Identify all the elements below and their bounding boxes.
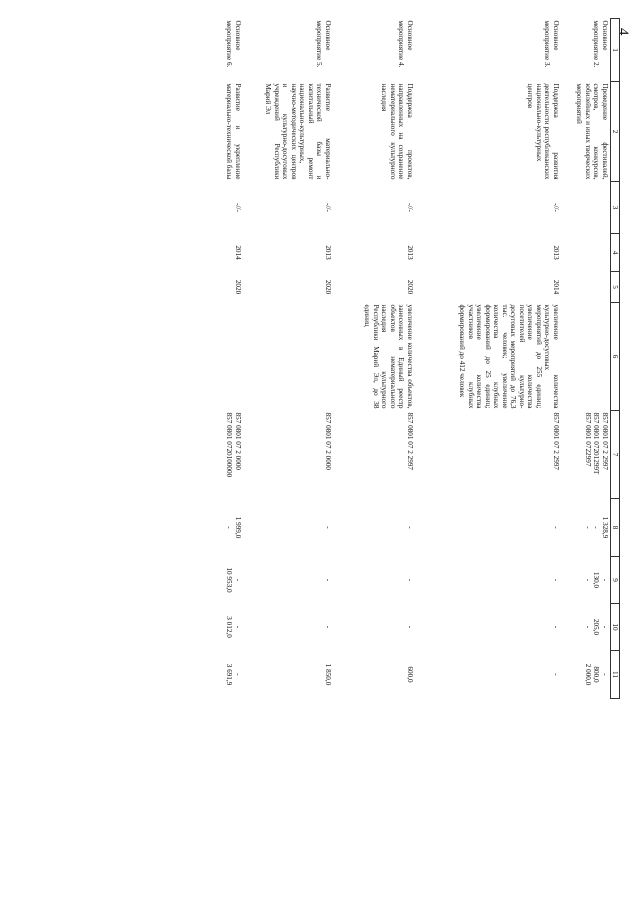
executor-cell: -//-	[323, 203, 332, 212]
end-year: 2020	[405, 279, 414, 295]
amount-value: -	[551, 526, 560, 529]
amount-cell	[203, 604, 243, 651]
executor-cell: -//-	[233, 203, 242, 212]
table-row	[333, 19, 415, 699]
table-row	[561, 19, 611, 699]
activity-number: Основное мероприятие 6.	[225, 20, 242, 68]
table-row	[203, 19, 243, 699]
col-header-3: 3	[610, 182, 619, 234]
col-header-7: 7	[610, 411, 619, 499]
activity-description: Развитие материально-технической базы и капитальный ремонт национально-культурных, научно-методических центров и культурно-досуговых учреждений Республики Марий Эл	[264, 83, 332, 180]
amount-value: -	[583, 625, 592, 629]
amount-cell	[561, 604, 611, 651]
amount-value: -	[551, 673, 560, 676]
budget-code: 857 0801 07 2 2997	[551, 412, 560, 470]
activity-description: Поддержка проектов, направленных на сохранение нематериального культурного наследия	[380, 83, 414, 180]
amount-value: 800,0	[592, 666, 601, 683]
amount-value: -	[323, 578, 332, 582]
amount-value: -	[600, 578, 609, 582]
amount-value: -	[233, 625, 242, 629]
page-number: 4	[615, 28, 631, 36]
amount-value: -	[225, 526, 234, 529]
budget-code: 857 0801 07 2 0000	[323, 412, 332, 470]
start-year	[561, 234, 611, 272]
end-year	[561, 272, 611, 303]
amount-value: 10 953,0	[225, 567, 234, 593]
amount-value: 600,0	[405, 666, 414, 683]
col-header-1: 1	[610, 19, 619, 82]
expected-result: увеличение количества культурно-досуговых мероприятий до 255 единиц; увеличение количества посетителей культурно-досуговых мероприятий до 76,3 тыс. человек; увеличение количества клубных формирований до 25 единиц; увеличение количества участников клубных формирований до 412 человек	[458, 304, 560, 409]
activity-number: Основное мероприятие 2.	[592, 20, 609, 68]
start-year: 2013	[551, 245, 560, 260]
amount-value: -	[583, 526, 592, 529]
activity-description: Поддержка развития деятельности республиканских национально-культурных центров	[526, 83, 560, 180]
expected-result	[243, 303, 333, 411]
program-activities-table	[203, 18, 620, 699]
activity-number: Основное мероприятие 4.	[397, 20, 414, 68]
budget-code: 857 0801 0722997	[583, 412, 592, 467]
budget-code-cell	[561, 411, 611, 499]
activity-number: Основное мероприятие 5.	[315, 20, 332, 68]
executor-cell: -//-	[551, 203, 560, 212]
amount-value: 3 691,9	[225, 663, 234, 686]
amount-value: 3 012,0	[225, 616, 234, 638]
rotated-table-container	[100, 18, 620, 818]
amount-value: -	[551, 625, 560, 629]
amount-cell	[203, 499, 243, 557]
end-year: 2020	[233, 279, 242, 295]
col-header-11: 11	[610, 651, 619, 699]
amount-value: 1 999,0	[233, 516, 242, 539]
amount-value: -	[592, 526, 601, 529]
col-header-8: 8	[610, 499, 619, 557]
budget-code: 857 0801 07 2 2997	[600, 412, 609, 470]
amount-value: -	[233, 578, 242, 582]
end-year: 2020	[323, 279, 332, 295]
amount-cell	[561, 499, 611, 557]
amount-value: -	[405, 526, 414, 529]
amount-value: -	[405, 625, 414, 629]
budget-code-cell	[203, 411, 243, 499]
expected-result	[561, 303, 611, 411]
table-row	[243, 19, 333, 699]
start-year: 2014	[233, 245, 242, 260]
amount-value: -	[600, 625, 609, 629]
activity-description: Проведение фестивалей, смотров, конкурсов, юбилейных и иных творческих мероприятий	[575, 83, 609, 180]
amount-value: -	[405, 578, 414, 582]
col-header-2: 2	[610, 82, 619, 182]
budget-code-cell	[243, 411, 333, 499]
table-row	[415, 19, 561, 699]
amount-value: 1 328,9	[600, 516, 609, 539]
executor-cell	[561, 182, 611, 234]
expected-result	[203, 303, 243, 411]
col-header-9: 9	[610, 557, 619, 604]
end-year: 2014	[551, 279, 560, 295]
amount-cell	[561, 651, 611, 699]
budget-code-cell	[415, 411, 561, 499]
budget-code: 857 0801 07 2 2997	[405, 412, 414, 470]
expected-result: увеличение количества объектов, занесенных в Единый реестр объектов нематериального наследия культурного Республики Марий Эл, до 38 единиц	[363, 304, 414, 409]
col-header-4: 4	[610, 234, 619, 272]
activity-description: Развитие и укрепление материально-технической базы	[225, 83, 242, 180]
budget-code: 857 0801 0720100000	[225, 412, 234, 478]
col-header-5: 5	[610, 272, 619, 303]
column-number-row	[610, 19, 619, 699]
amount-value: 1 850,0	[323, 663, 332, 686]
budget-code-cell	[333, 411, 415, 499]
col-header-10: 10	[610, 604, 619, 651]
start-year: 2013	[405, 245, 414, 260]
col-header-6: 6	[610, 303, 619, 411]
amount-value: -	[233, 673, 242, 676]
start-year: 2013	[323, 245, 332, 260]
executor-cell: -//-	[405, 203, 414, 212]
amount-value: -	[323, 625, 332, 629]
activity-number: Основное мероприятие 3.	[543, 20, 560, 68]
amount-value: -	[583, 578, 592, 582]
amount-value: 2 000,0	[583, 663, 592, 686]
amount-value: 130,0	[592, 571, 601, 589]
budget-code: 857 0801 07 2 0000	[233, 412, 242, 470]
amount-cell	[561, 557, 611, 604]
amount-cell	[203, 651, 243, 699]
amount-value: -	[551, 578, 560, 582]
amount-value: 205,0	[592, 618, 601, 636]
amount-cell	[203, 557, 243, 604]
amount-value: -	[600, 673, 609, 676]
budget-code: 857 0801 07201299Т	[592, 412, 601, 475]
amount-value: -	[323, 526, 332, 529]
